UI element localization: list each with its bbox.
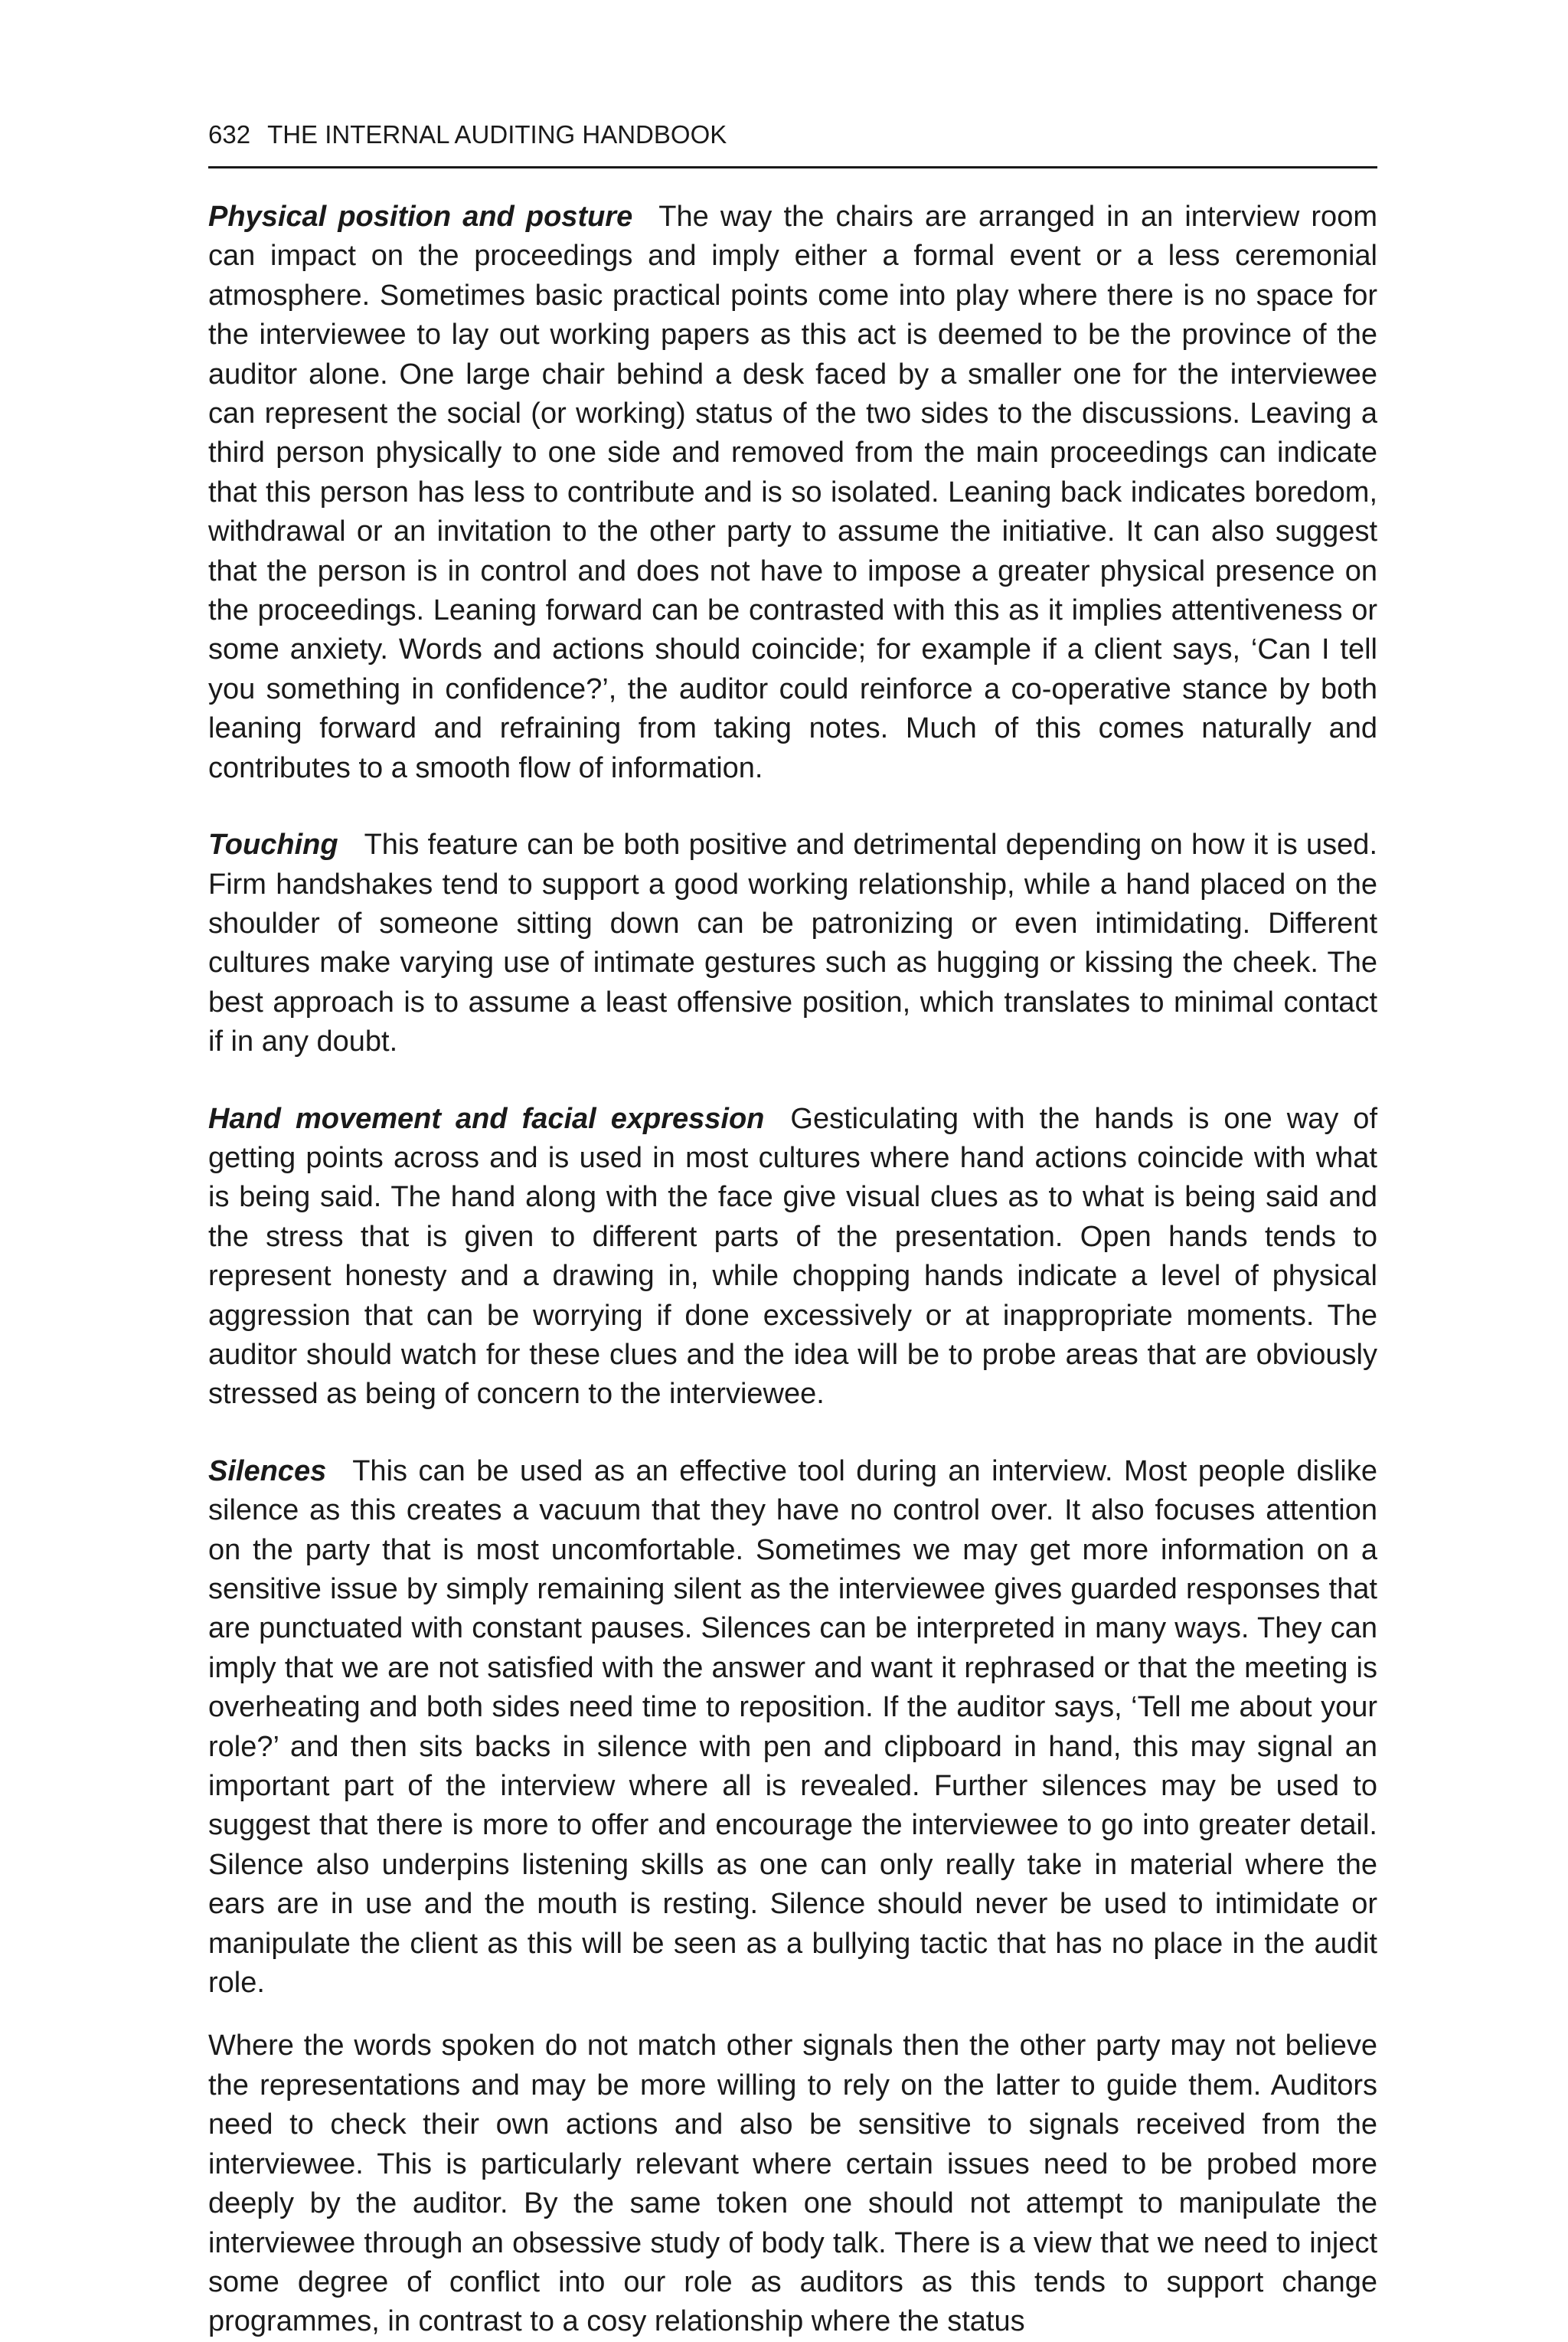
run-in-heading: Hand movement and facial expression [208,1102,765,1135]
paragraph-hand-movement [208,1100,1377,1415]
paragraph-text: This feature can be both positive and detrimental depending on how it is used. Firm handshakes tend to support a good working relationship, while a hand placed on the shoulder of someone sitting down can be patronizing or even intimidating. Different cultures make varying use of intimate gestures such as hugging or kissing the cheek. The best approach is to assume a least offensive position, which translates to minimal contact if in any doubt. [208,829,1377,1058]
running-header [208,119,1377,168]
paragraph-closing: Where the words spoken do not match other signals then the other party may not believe the representations and may be more willing to rely on the latter to guide them. Auditors need to check their own actions and also be sensitive to signals received from the interviewee. This is particularly relevant where certain issues need to be probed more deeply by the auditor. By the same token one should not attempt to manipulate the interviewee through an obsessive study of body talk. There is a view that we need to inject some degree of conflict into our role as auditors as this tends to support change programmes, in contrast to a cosy relationship where the status [208,2030,1377,2338]
running-title: THE INTERNAL AUDITING HANDBOOK [267,120,727,149]
paragraph-text: This can be used as an effective tool during an interview. Most people dislike silence as this creates a vacuum that they have no control over. It also focuses attention on the party that is most uncomfortable. Sometimes we may get more information on a sensitive issue by simply remaining silent as the interviewee gives guarded responses that are punctuated with constant pauses. Silences can be interpreted in many ways. They can imply that we are not satisfied with the answer and want it rephrased or that the meeting is overheating and both sides need time to reposition. If the auditor says, ‘Tell me about your role?’ and then sits backs in silence with pen and clipboard in hand, this may signal an important part of the interview where all is revealed. Further silences may be used to suggest that there is more to offer and encourage the interviewee to go into greater detail. Silence also underpins listening skills as one can only really take in material where the ears are in use and the mouth is resting. Silence should never be used to intimidate or manipulate the client as this will be seen as a bullying tactic that has no place in the audit role. [208,1454,1377,2000]
run-in-heading: Physical position and posture [208,201,633,233]
run-in-heading: Silences [208,1454,327,1487]
paragraph-physical-position [208,198,1377,788]
run-in-heading: Touching [208,829,338,862]
body-text [208,198,1377,2342]
paragraph-text: Gesticulating with the hands is one way of getting points across and is used in most cultures where hand actions coincide with what is being said. The hand along with the face give visual clues as to what is being said and the stress that is given to different parts of the presentation. Open hands tends to represent honesty and a drawing in, while chopping hands indicate a level of physical aggression that can be worrying if done excessively or at inappropriate moments. The auditor should watch for these clues and the idea will be to probe areas that are obviously stressed as being of concern to the interviewee. [208,1102,1378,1411]
page-number: 632 [208,120,251,149]
paragraph-text: The way the chairs are arranged in an interview room can impact on the proceedings and imply either a formal event or a less ceremonial atmosphere. Sometimes basic practical points come into play where there is no space for the interviewee to lay out working papers as this act is deemed to be the province of the auditor alone. One large chair behind a desk faced by a smaller one for the interviewee can represent the social (or working) status of the two sides to the discussions. Leaving a third person physically to one side and removed from the main proceedings can indicate that this person has less to contribute and is so isolated. Leaning back indicates boredom, withdrawal or an invitation to the other party to assume the initiative. It can also suggest that the person is in control and does not have to impose a greater physical presence on the proceedings. Leaning forward can be contrasted with this as it implies attentiveness or some anxiety. Words and actions should coincide; for example if a client says, ‘Can I tell you something in confidence?’, the auditor could reinforce a co-operative stance by both leaning forward and refraining from taking notes. Much of this comes naturally and contributes to a smooth flow of information. [208,201,1377,784]
paragraph-silences [208,1452,1377,2003]
paragraph-touching [208,826,1377,1061]
